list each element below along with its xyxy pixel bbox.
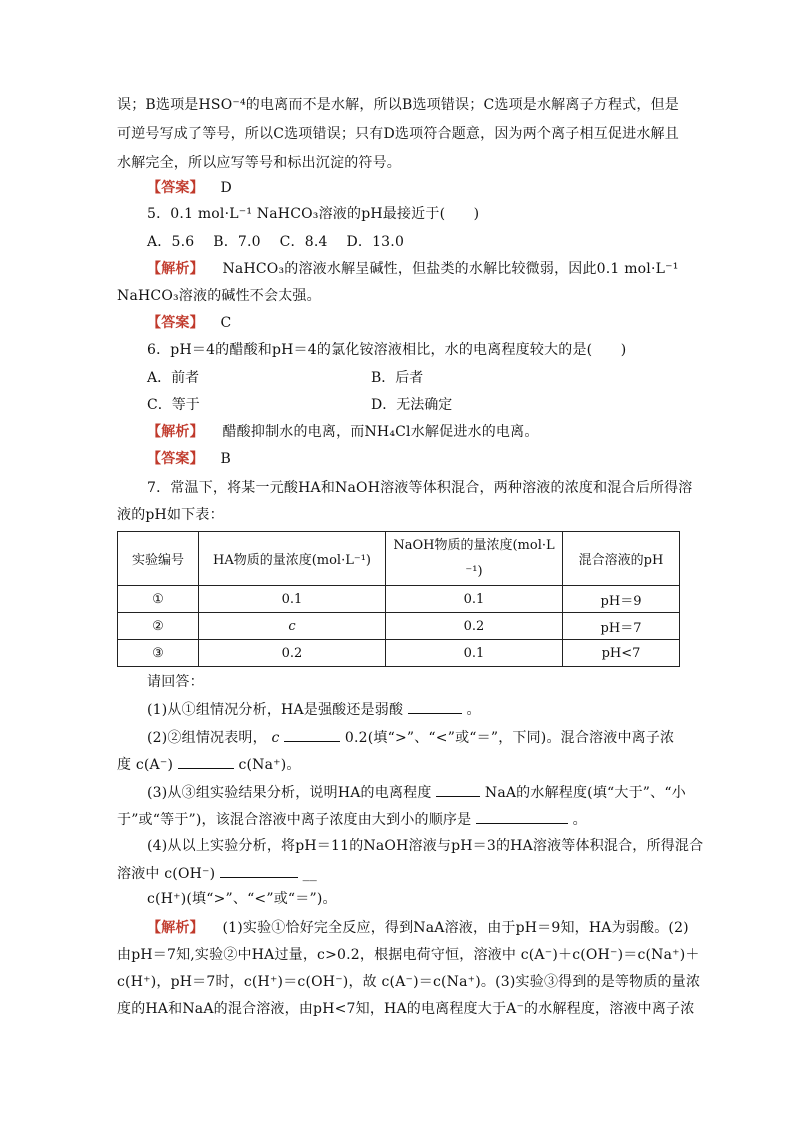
table-cell: 0.1: [386, 586, 563, 613]
sub-question-4-line-3: c(H⁺)(填“>”、“<”或“＝”)。: [147, 891, 337, 907]
table-header-cell: 实验编号: [118, 532, 199, 586]
table-cell: ③: [118, 640, 199, 667]
question-7: 7．常温下，将某一元酸HA和NaOH溶液等体积混合，两种溶液的浓度和混合后所得溶: [147, 480, 693, 496]
sub-question-text: 。: [572, 812, 587, 828]
option-b: B．后者: [371, 370, 424, 386]
answer-value: D: [220, 180, 232, 196]
sub-question-2: [147, 727, 674, 747]
sub-question-text: 。: [466, 702, 481, 718]
answer-tag: 【答案】: [147, 451, 204, 467]
explanation-text: NaHCO₃的溶液水解呈碱性，但盐类的水解比较微弱，因此0.1 mol·L⁻¹: [222, 261, 679, 277]
sub-question-text: __: [302, 866, 318, 882]
table-cell: 0.2: [199, 640, 386, 667]
table-cell: 0.1: [386, 640, 563, 667]
table-cell: 0.2: [386, 613, 563, 640]
naoh-header-line-1: NaOH物质的量浓度(mol·L: [393, 537, 555, 553]
data-table: [117, 531, 680, 667]
answer-6: [147, 449, 231, 469]
table-row: [118, 586, 680, 613]
explanation-tag: 【解析】: [147, 261, 204, 277]
variable-c: c: [271, 730, 280, 746]
explanation-tag: 【解析】: [147, 424, 204, 440]
text-line: c(H⁺)，pH＝7时，c(H⁺)＝c(OH⁻)，故 c(A⁻)＝c(Na⁺)。(3)实验③得到的是等物质的量浓: [117, 974, 701, 990]
sub-question-4-line-2: [117, 863, 317, 883]
explanation-7: [147, 918, 689, 938]
sub-question-4: (4)从以上实验分析，将pH＝11的NaOH溶液与pH＝3的HA溶液等体积混合，所得混合: [147, 838, 704, 854]
table-cell: pH＝9: [563, 586, 680, 613]
sub-question-text: 于”或“等于”)，该混合溶液中离子浓度由大到小的顺序是: [117, 812, 472, 828]
answer-tag: 【答案】: [147, 315, 204, 331]
answer-blank[interactable]: [476, 809, 568, 824]
table-cell: pH<7: [563, 640, 680, 667]
option-a: A．前者: [147, 370, 200, 386]
sub-question-3-line-2: [117, 809, 587, 829]
text-line: 可逆号写成了等号，所以C选项错误；只有D选项符合题意，因为两个离子相互促进水解且: [117, 126, 679, 142]
sub-question-text: (1)从①组情况分析，HA是强酸还是弱酸: [147, 702, 404, 718]
explanation-tag: 【解析】: [147, 920, 204, 936]
table-header-cell: [386, 532, 563, 586]
table-row: [118, 640, 680, 667]
answer-blank[interactable]: [178, 754, 234, 769]
text-line: 由pH＝7知,实验②中HA过量，c>0.2，根据电荷守恒，溶液中 c(A⁻)＋c(OH⁻)＝c(Na⁺)＋: [117, 947, 700, 963]
explanation-6: [147, 422, 539, 442]
table-cell: 0.1: [199, 586, 386, 613]
table-header-row: [118, 532, 680, 586]
text-line: NaHCO₃溶液的碱性不会太强。: [117, 288, 321, 304]
answer-value: B: [220, 451, 231, 467]
option-d: D．无法确定: [371, 397, 453, 413]
sub-question-text: (3)从③组实验结果分析，说明HA的电离程度: [147, 785, 432, 801]
answer-5: [147, 313, 231, 333]
table-cell: c: [199, 613, 386, 640]
sub-question-1: [147, 699, 481, 719]
explanation-5: [147, 259, 679, 279]
table-header-cell: 混合溶液的pH: [563, 532, 680, 586]
option-c: C．等于: [147, 397, 200, 413]
answer-blank[interactable]: [284, 727, 340, 742]
naoh-header-line-2: ⁻¹): [465, 563, 483, 579]
sub-question-text: (2)②组情况表明，: [147, 730, 267, 746]
explanation-text: (1)实验①恰好完全反应，得到NaA溶液，由于pH＝9知，HA为弱酸。(2): [222, 920, 689, 936]
answer-value: C: [220, 315, 232, 331]
sub-question-2-line-2: [117, 754, 301, 774]
concentration-na: c(Na⁺)。: [238, 757, 301, 773]
text-line: 液的pH如下表：: [117, 507, 224, 523]
answer-tag: 【答案】: [147, 180, 204, 196]
table-row: [118, 613, 680, 640]
text-line: 度的HA和NaA的混合溶液，由pH<7知，HA的电离程度大于A⁻的水解程度，溶液中离子浓: [117, 1001, 695, 1017]
answer-blank[interactable]: [408, 699, 462, 714]
table-cell: ②: [118, 613, 199, 640]
table-header-cell: HA物质的量浓度(mol·L⁻¹): [199, 532, 386, 586]
question-5-options: A．5.6 B．7.0 C．8.4 D．13.0: [147, 234, 405, 250]
question-5: 5．0.1 mol·L⁻¹ NaHCO₃溶液的pH最接近于( ): [147, 206, 480, 222]
prompt: 请回答：: [147, 674, 204, 690]
sub-question-3: [147, 782, 686, 802]
answer-4: [147, 178, 232, 198]
answer-blank[interactable]: [436, 782, 480, 797]
sub-question-text: 溶液中 c(OH⁻): [117, 866, 216, 882]
answer-blank[interactable]: [220, 863, 298, 878]
sub-question-text: 度: [117, 757, 136, 773]
question-6: 6．pH＝4的醋酸和pH＝4的氯化铵溶液相比，水的电离程度较大的是( ): [147, 342, 627, 358]
explanation-text: 醋酸抑制水的电离，而NH₄Cl水解促进水的电离。: [222, 424, 539, 440]
sub-question-text: 0.2(填“>”、“<”或“＝”，下同)。混合溶液中离子浓: [344, 730, 675, 746]
text-line: 误；B选项是HSO⁻⁴的电离而不是水解，所以B选项错误；C选项是水解离子方程式，但是: [117, 97, 679, 113]
concentration-a: c(A⁻): [135, 757, 174, 773]
sub-question-text: NaA的水解程度(填“大于”、“小: [484, 785, 686, 801]
text-line: 水解完全，所以应写等号和标出沉淀的符号。: [117, 155, 401, 171]
table-cell: ①: [118, 586, 199, 613]
table-cell: pH＝7: [563, 613, 680, 640]
